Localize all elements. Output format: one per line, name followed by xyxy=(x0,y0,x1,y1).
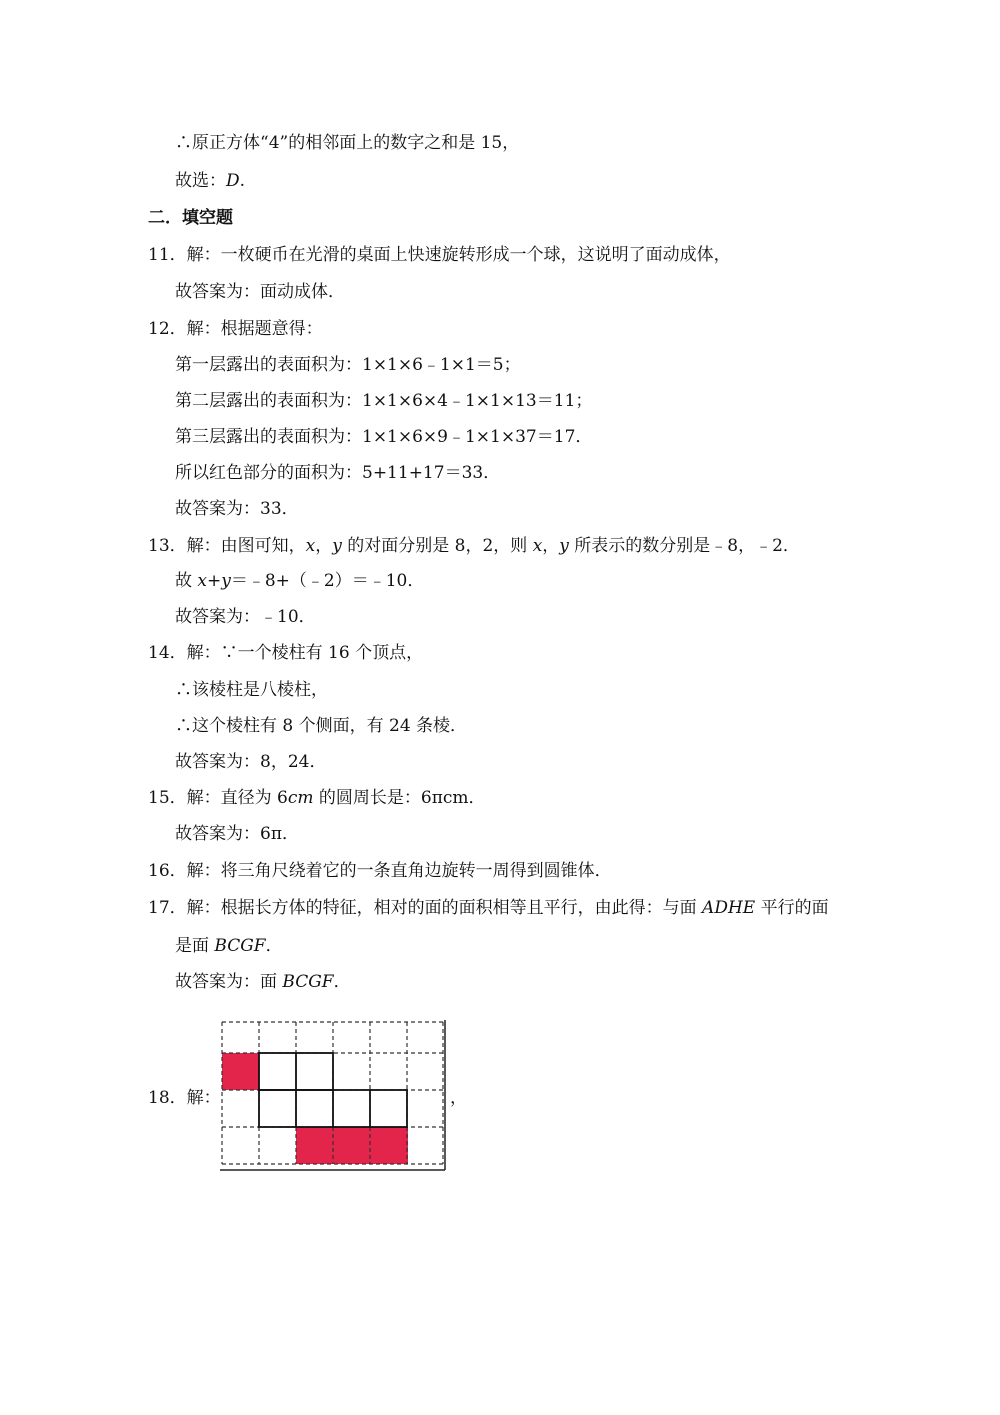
q17-result-period: ． xyxy=(265,936,283,956)
q13-sum-result: ＝﹣8+（﹣2）＝﹣10． xyxy=(230,571,425,591)
line-choice xyxy=(175,170,245,192)
q12-layer1: 第一层露出的表面积为：1×1×6﹣1×1＝5； xyxy=(175,355,521,375)
q15-text-1: 15．解：直径为 6 xyxy=(148,788,288,808)
q14-line: 14．解：∵一个棱柱有 16 个顶点， xyxy=(148,643,424,663)
q15-answer: 故答案为：6π． xyxy=(175,824,299,844)
red-cells-bottom xyxy=(296,1127,408,1164)
q13-var-x2: x xyxy=(532,536,543,556)
section-title: 二．填空题 xyxy=(148,208,233,228)
net-outline xyxy=(259,1053,407,1127)
q17-face-bcgf: BCGF xyxy=(214,936,266,956)
choice-letter: D xyxy=(226,171,240,191)
q13-text-5: 所表示的数分别是﹣8，﹣2． xyxy=(568,536,800,556)
q17-result-prefix: 是面 xyxy=(175,936,215,956)
q17-answer-face: BCGF xyxy=(282,972,334,992)
red-cell-left xyxy=(222,1053,259,1090)
q14-faces: ∴这个棱柱有 8 个侧面，有 24 条棱． xyxy=(175,716,468,736)
q12-answer: 故答案为：33． xyxy=(175,499,299,519)
q15-text-2: 的圆周长是：6πcm． xyxy=(313,788,486,808)
grid-figure xyxy=(220,1020,448,1172)
q13-text-3: 的对面分别是 8，2，则 xyxy=(341,536,533,556)
q14-answer: 故答案为：8，24． xyxy=(175,752,327,772)
line-sum-conclusion: ∴原正方体“4”的相邻面上的数字之和是 15， xyxy=(175,133,520,153)
q15-unit: cm xyxy=(287,788,314,808)
q13-line xyxy=(148,535,800,557)
q12-total: 所以红色部分的面积为：5+11+17＝33． xyxy=(175,463,501,483)
q17-face-adhe: ADHE xyxy=(702,898,756,918)
q13-var-y2: y xyxy=(559,536,569,556)
q17-result xyxy=(175,935,283,957)
q12-line: 12．解：根据题意得： xyxy=(148,319,323,339)
q17-text-1: 17．解：根据长方体的特征，相对的面的面积相等且平行，由此得：与面 xyxy=(148,898,703,918)
q13-var-x: x xyxy=(305,536,316,556)
choice-label: 故选： xyxy=(175,171,226,191)
q13-sum-expr: x+y xyxy=(197,571,231,591)
q11-answer: 故答案为：面动成体． xyxy=(175,282,345,302)
q13-text-2: ， xyxy=(315,536,333,556)
q13-text-1: 13．解：由图可知， xyxy=(148,536,306,556)
q17-answer xyxy=(175,971,351,993)
q13-text-4: ， xyxy=(542,536,560,556)
q18-line: 18．解： xyxy=(148,1088,221,1108)
q11-line: 11．解：一枚硬币在光滑的桌面上快速旋转形成一个球，这说明了面动成体， xyxy=(148,245,731,265)
q12-layer2: 第二层露出的表面积为：1×1×6×4﹣1×1×13＝11； xyxy=(175,391,593,411)
q17-answer-period: ． xyxy=(333,972,351,992)
q17-text-2: 平行的面 xyxy=(755,898,829,918)
q13-var-y: y xyxy=(332,536,342,556)
q17-line xyxy=(148,897,829,919)
q16-line: 16．解：将三角尺绕着它的一条直角边旋转一周得到圆锥体． xyxy=(148,861,612,881)
q14-prism: ∴该棱柱是八棱柱， xyxy=(175,680,328,700)
q13-answer: 故答案为：﹣10． xyxy=(175,607,316,627)
q17-answer-prefix: 故答案为：面 xyxy=(175,972,283,992)
q13-sum-prefix: 故 xyxy=(175,571,198,591)
choice-period: . xyxy=(239,171,246,191)
q13-sum xyxy=(175,570,424,592)
q18-trailing-comma: ， xyxy=(450,1088,467,1108)
q12-layer3: 第三层露出的表面积为：1×1×6×9﹣1×1×37＝17． xyxy=(175,427,593,447)
q15-line xyxy=(148,787,486,809)
